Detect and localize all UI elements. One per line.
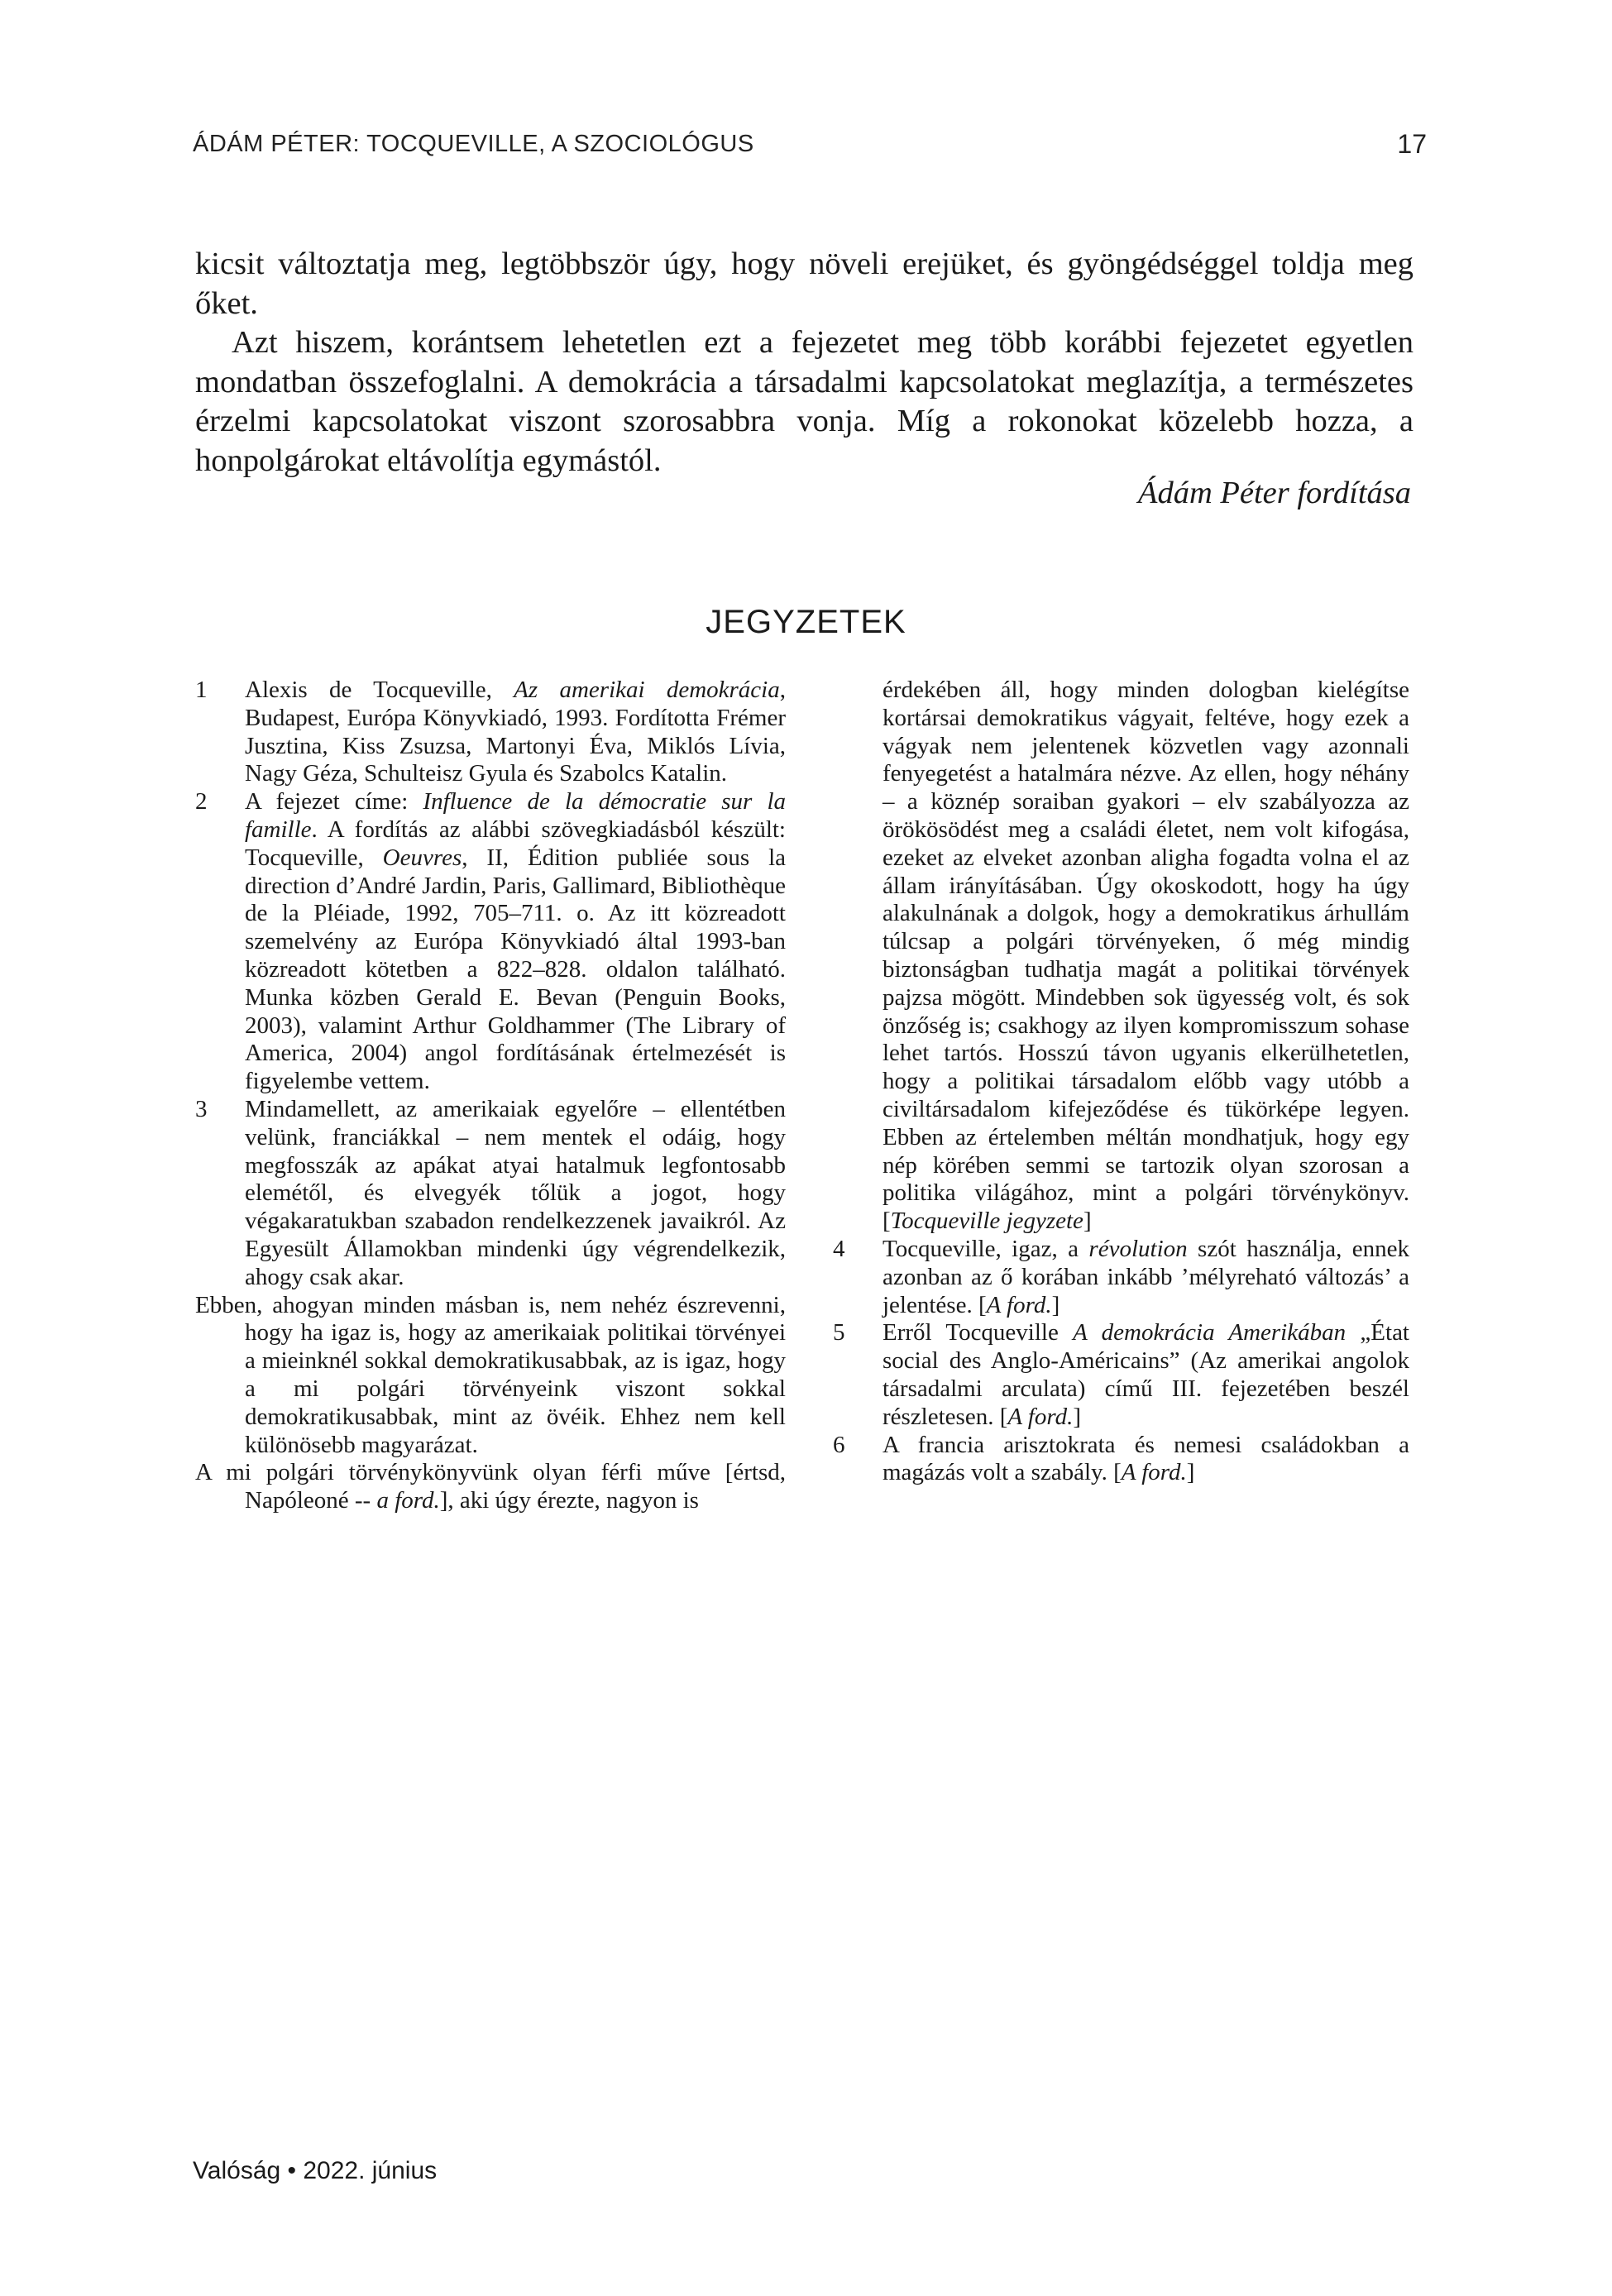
note-text: ] xyxy=(1083,1208,1092,1235)
note-text: A fejezet címe: xyxy=(245,788,423,816)
note-4 xyxy=(833,1236,1409,1319)
note-3-continuation: Ebben, ahogyan minden másban is, nem nehéz észrevenni, hogy ha igaz is, hogy az amerikaiak politikai törvényei a mieinknél sokkal demokratikusabbak, az is igaz, hogy a mi polgári törvényeink viszont sokkal demokratikusabbak, mint az övéik. Ehhez nem kell különösebb magyarázat. xyxy=(195,1291,786,1458)
main-text xyxy=(195,245,1413,481)
note-text: érdekében áll, hogy minden dologban kielégítse kortársai demokratikus vágyait, feltéve, hogy ezek a vágyak nem jelentenek közvetlen vagy azonnali fenyegetést a hatalmára nézve. Az ellen, hogy néhány – a köznép soraiban gyakori – elv szabályozza az örökösödést meg a családi életet, nem volt kifogása, ezeket az elveket azonban aligha fogadta volna el az állam irányításában. Úgy okoskodott, hogy ha úgy alakulnának a dolgok, hogy a demokratikus árhullám túlcsap a polgári törvényeken, ő még mindig biztonságban tudhatja magát a politikai törvények pajzsa mögött. Mindebben sok ügyesség volt, és sok önzőség is; csakhogy az ilyen kompromisszum sohase lehet tartós. Hosszú távon ugyanis elkerülhetetlen, hogy a politikai társadalom előbb vagy utóbb a civiltársadalom kifejeződése és tükörképe legyen. Ebben az értelemben méltán mondhatjuk, hogy egy nép körében semmi se tartozik olyan szorosan a politika világához, mint a polgári törvénykönyv. [ xyxy=(883,677,1409,1235)
translator-signature: Ádám Péter fordítása xyxy=(1137,476,1411,510)
note-text: ] xyxy=(1051,1291,1060,1318)
note-text: ], aki úgy érezte, nagyon is xyxy=(439,1487,699,1514)
note-text-italic: A ford. xyxy=(986,1291,1052,1318)
note-number: 3 xyxy=(195,1095,208,1122)
paragraph: kicsit változtatja meg, legtöbbször úgy, hogy növeli erejüket, és gyöngédséggel toldja meg őket. xyxy=(195,246,1413,321)
note-3-continuation xyxy=(195,1459,786,1515)
note-3-continuation xyxy=(833,677,1409,1236)
note-text: „État social des Anglo-Américains” (Az amerikai angolok társadalmi arculata) című III. fejezetében beszél részletesen. [ xyxy=(883,1319,1409,1430)
notes-column-right xyxy=(833,677,1409,1487)
note-text-italic: Tocqueville jegyzete xyxy=(890,1208,1083,1235)
note-text: . A fordítás az alábbi szövegkiadásból készült: Tocqueville, xyxy=(245,816,786,871)
note-text: A francia arisztokrata és nemesi családokban a magázás volt a szabály. [ xyxy=(883,1431,1409,1486)
note-text-italic: a ford. xyxy=(376,1487,440,1514)
notes-column-left xyxy=(195,677,786,1515)
note-number: 5 xyxy=(833,1319,845,1347)
note-text: szót használja, ennek azonban az ő korában inkább ’mélyreható változás’ a jelentése. [ xyxy=(883,1235,1409,1318)
note-text: A mi polgári törvénykönyvünk olyan férfi műve [értsd, Napóleoné -- xyxy=(195,1459,786,1514)
paragraph: Azt hiszem, korántsem lehetetlen ezt a fejezetet meg több korábbi fejezetet egyetlen mondatban összefoglalni. A demokrácia a társadalmi kapcsolatokat meglazítja, a természetes érzelmi kapcsolatokat viszont szorosabbra vonja. Míg a rokonokat közelebb hozza, a honpolgárokat eltávolítja egymástól. xyxy=(195,325,1413,478)
note-text-italic: Az amerikai demokrácia xyxy=(514,677,780,703)
note-text: Mindamellett, az amerikaiak egyelőre – ellentétben velünk, franciákkal – nem mentek el odáig, hogy megfosszák az apákat atyai hatalmuk legfontosabb elemétől, és elvegyék tőlük a jogot, hogy végakaratukban szabadon rendelkezzenek javaikról. Az Egyesült Államokban mindenki úgy végrendelkezik, ahogy csak akar. xyxy=(245,1095,786,1290)
note-text-italic: A ford. xyxy=(1121,1459,1187,1486)
note-text-italic: Influence de la démocratie sur la famille xyxy=(245,788,786,843)
note-number: 6 xyxy=(833,1431,845,1458)
note-text-italic: A ford. xyxy=(1007,1403,1074,1430)
note-1 xyxy=(195,677,786,788)
note-text: Alexis de Tocqueville, xyxy=(245,677,514,703)
note-text-italic: révolution xyxy=(1088,1235,1188,1262)
note-text: ] xyxy=(1186,1459,1195,1486)
journal-footer: Valóság • 2022. június xyxy=(193,2157,438,2184)
page-number: 17 xyxy=(1397,129,1427,159)
note-text: Erről Tocqueville xyxy=(883,1319,1074,1347)
note-text: ] xyxy=(1073,1403,1081,1430)
note-2 xyxy=(195,788,786,1096)
note-text-italic: A demokrácia Amerikában xyxy=(1073,1319,1347,1347)
note-6 xyxy=(833,1432,1409,1488)
note-number: 2 xyxy=(195,788,208,816)
note-text: , II, Édition publiée sous la direction d’André Jardin, Paris, Gallimard, Bibliothèque de la Pléiade, 1992, 705–711. o. Az itt közreadott szemelvény az Európa Könyvkiadó által 1993-ban közreadott kötetben a 822–828. oldalon található. Munka közben Gerald E. Bevan (Penguin Books, 2003), valamint Arthur Goldhammer (The Library of America, 2004) angol fordításának értelmezését is figyelembe vettem. xyxy=(245,844,786,1095)
note-text: Tocqueville, igaz, a xyxy=(883,1235,1089,1262)
note-number: 4 xyxy=(833,1235,845,1262)
running-title: ÁDÁM PÉTER: TOCQUEVILLE, A SZOCIOLÓGUS xyxy=(193,131,754,157)
note-text: , Budapest, Európa Könyvkiadó, 1993. Fordította Frémer Jusztina, Kiss Zsuzsa, Martonyi Éva, Miklós Lívia, Nagy Géza, Schulteisz Gyula és Szabolcs Katalin. xyxy=(245,677,786,787)
notes-heading: JEGYZETEK xyxy=(706,604,906,640)
note-text-italic: Oeuvres xyxy=(382,844,462,871)
note-number: 1 xyxy=(195,677,208,703)
note-3 xyxy=(195,1096,786,1292)
note-5 xyxy=(833,1319,1409,1431)
